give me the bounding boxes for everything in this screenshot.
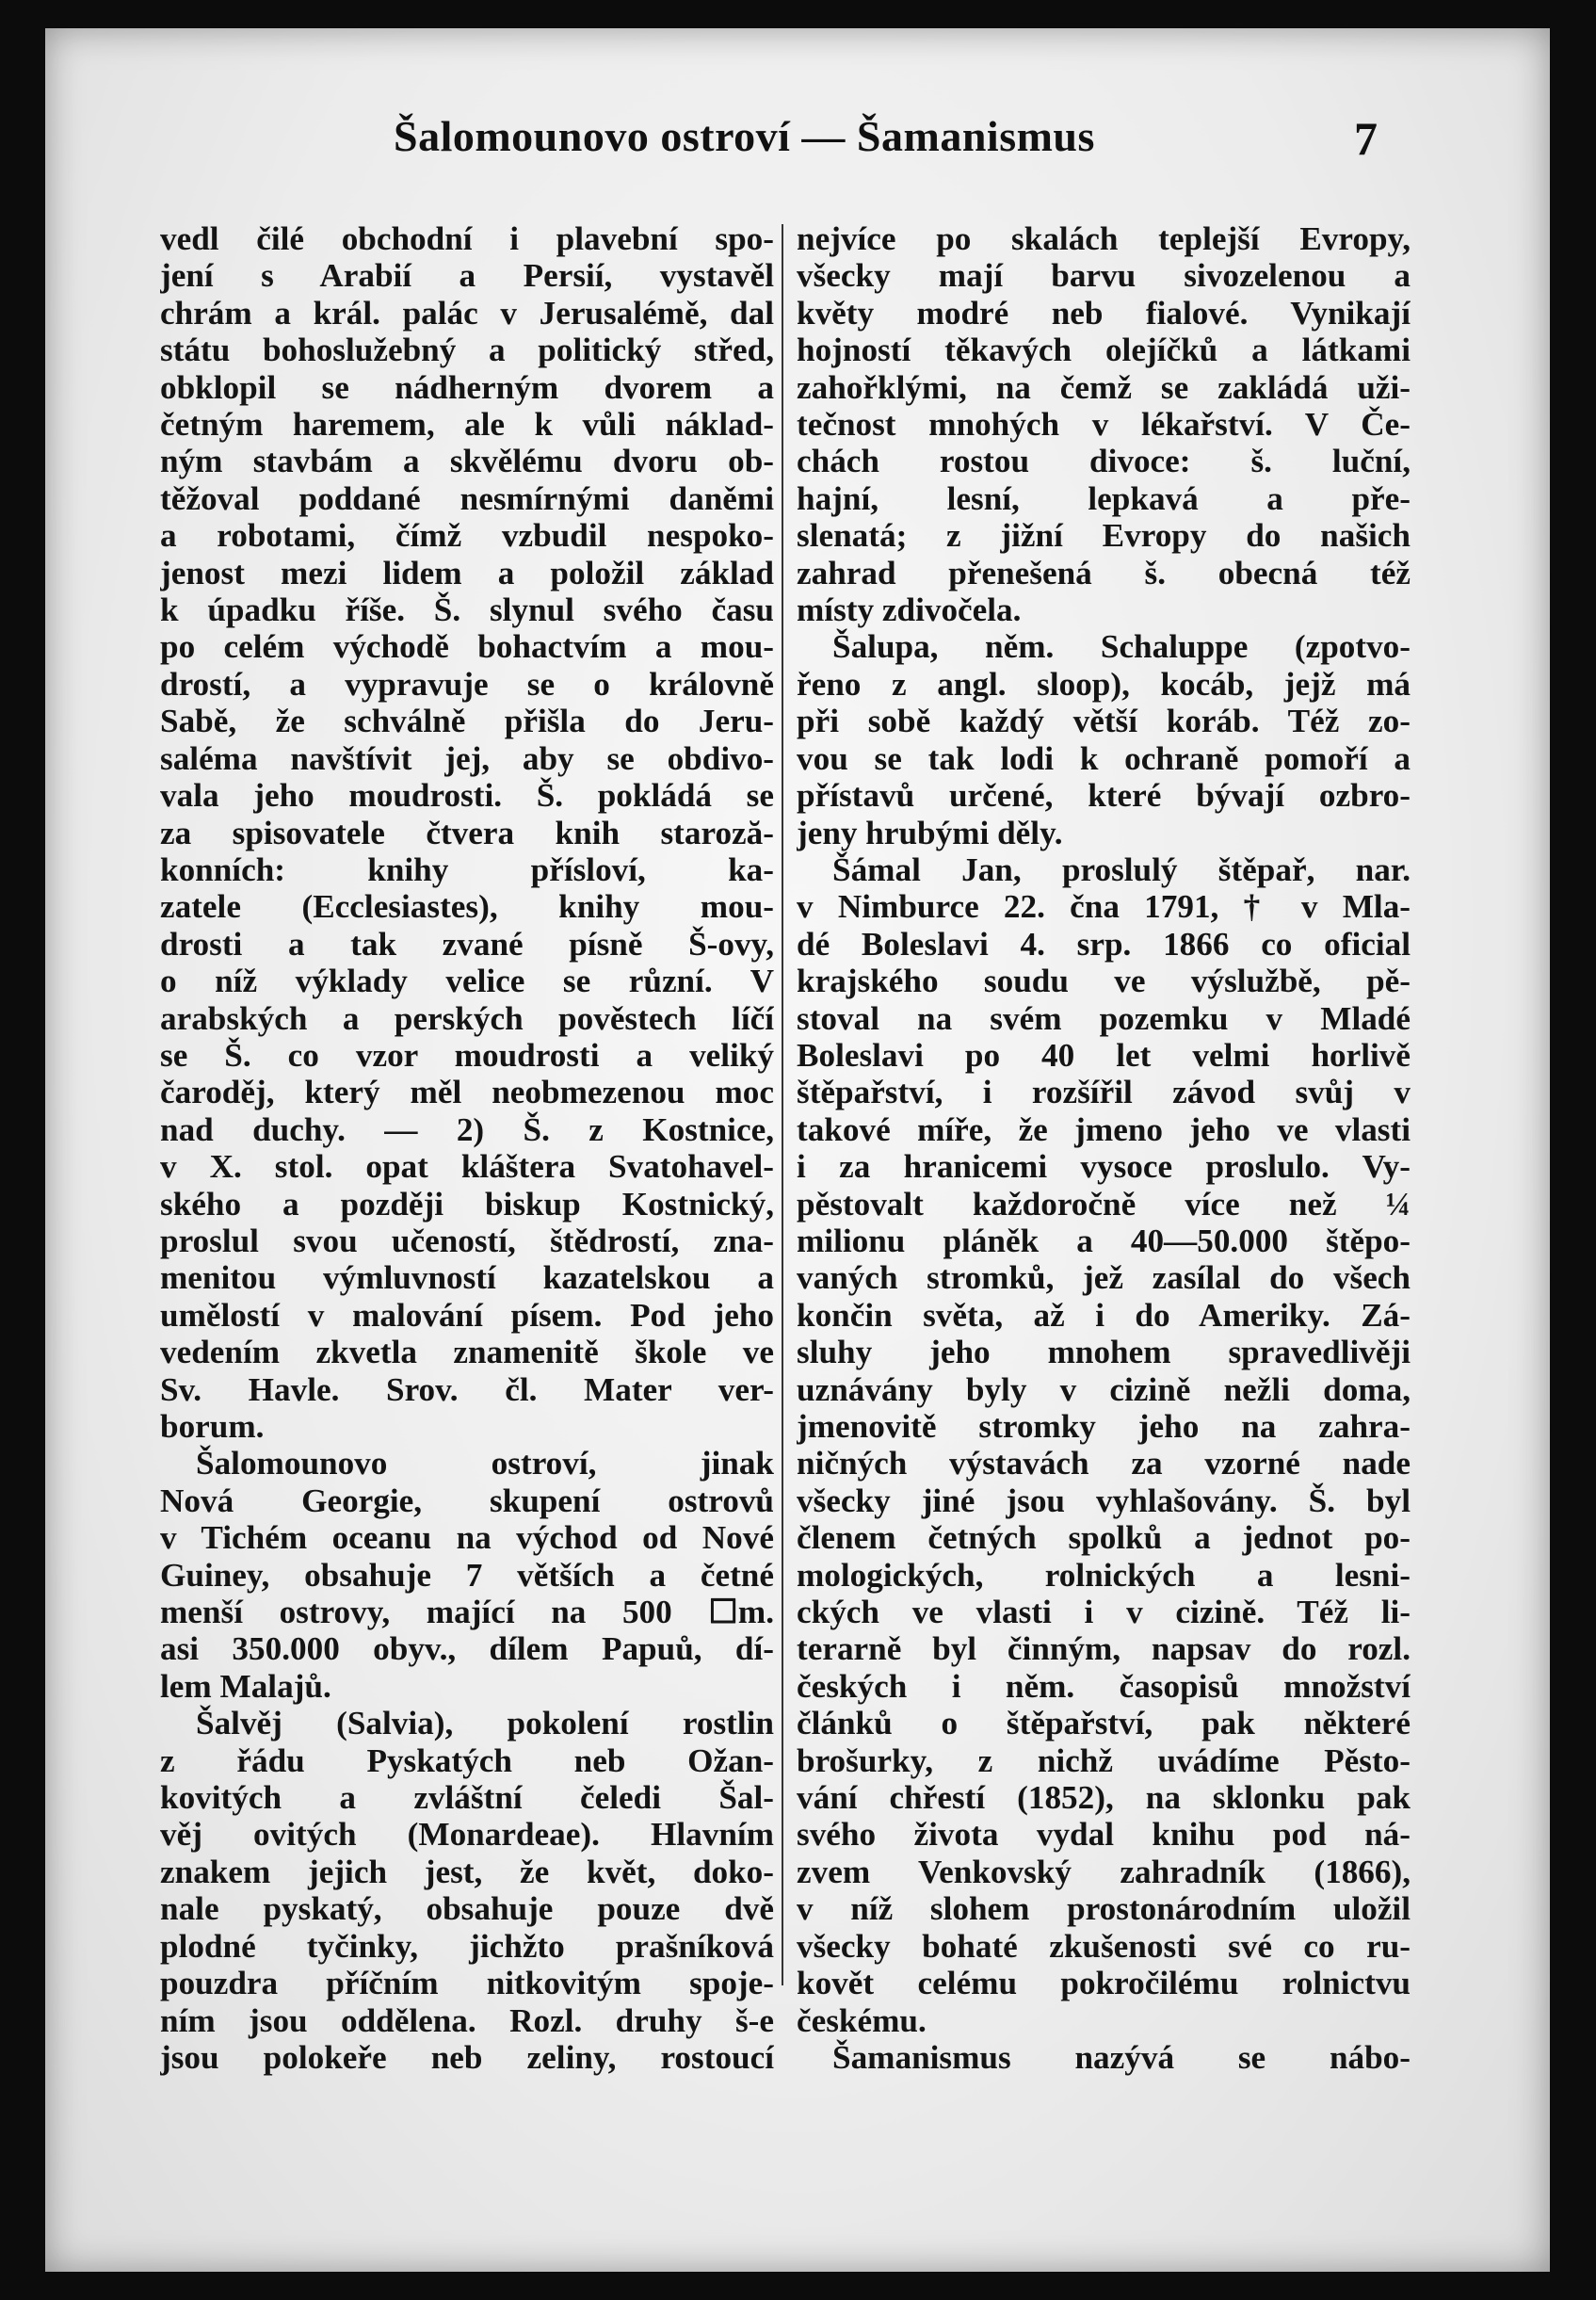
text-line: k úpadku říše. Š. slynul svého času bbox=[160, 591, 774, 629]
entry-heading-line: Šalvěj (Salvia), pokolení rostlin bbox=[196, 1705, 774, 1742]
text-line: menitou výmluvností kazatelskou a bbox=[160, 1259, 774, 1297]
text-line: jení s Arabií a Persií, vystavěl bbox=[160, 257, 774, 295]
entry-heading-line: Šamanismus nazývá se nábo- bbox=[832, 2038, 1411, 2076]
text-line: o níž výklady velice se různí. V bbox=[160, 963, 774, 1000]
text-line: ným stavbám a skvělému dvoru ob- bbox=[160, 443, 774, 480]
text-line: řeno z angl. sloop), kocáb, jejž má bbox=[797, 665, 1411, 703]
text-line: končin světa, až i do Ameriky. Zá- bbox=[797, 1296, 1411, 1334]
text-line: obklopil se nádherným dvorem a bbox=[160, 368, 774, 406]
text-line: zahrad přenešená š. obecná též bbox=[797, 554, 1411, 591]
text-line: četným haremem, ale k vůli náklad- bbox=[160, 406, 774, 444]
text-line: pěstovalt každoročně více než ¼ bbox=[797, 1185, 1411, 1223]
text-line: všecky mají barvu sivozelenou a bbox=[797, 257, 1411, 295]
text-line: drosti a tak zvané písně Š-ovy, bbox=[160, 925, 774, 963]
text-line: v níž slohem prostonárodním uložil bbox=[797, 1890, 1411, 1928]
text-line: slenatá; z jižní Evropy do našich bbox=[797, 517, 1411, 555]
text-line: z řádu Pyskatých neb Ožan- bbox=[160, 1741, 774, 1779]
text-line: členem četných spolků a jednot po- bbox=[797, 1519, 1411, 1557]
text-line: místy zdivočela. bbox=[797, 591, 1022, 629]
text-line: umělostí v malování písem. Pod jeho bbox=[160, 1296, 774, 1334]
text-line: proslul svou učeností, štědrostí, zna- bbox=[160, 1222, 774, 1259]
text-line: saléma navštívit jej, aby se obdivo- bbox=[160, 739, 774, 777]
text-line: drostí, a vypravuje se o královně bbox=[160, 665, 774, 703]
text-line: nejvíce po skalách teplejší Evropy, bbox=[797, 220, 1411, 257]
text-line: borum. bbox=[160, 1408, 265, 1445]
text-line: článků o štěpařství, pak některé bbox=[797, 1705, 1411, 1742]
text-line: po celém východě bohactvím a mou- bbox=[160, 628, 774, 666]
text-line: vala jeho moudrosti. Š. pokládá se bbox=[160, 777, 774, 815]
text-line: Boleslavi po 40 let velmi horlivě bbox=[797, 1036, 1411, 1074]
text-line: ním jsou oddělena. Rozl. druhy š-e bbox=[160, 2001, 774, 2039]
text-line: svého života vydal knihu pod ná- bbox=[797, 1816, 1411, 1854]
text-line: uznávány byly v cizině nežli doma, bbox=[797, 1370, 1411, 1408]
page-number: 7 bbox=[1354, 112, 1378, 165]
text-line: vání chřestí (1852), na sklonku pak bbox=[797, 1779, 1411, 1817]
book-page bbox=[45, 28, 1550, 2272]
text-line: všecky jiné jsou vyhlašovány. Š. byl bbox=[797, 1482, 1411, 1519]
text-line: vou se tak lodi k ochraně pomoří a bbox=[797, 739, 1411, 777]
text-line: nale pyskatý, obsahuje pouze dvě bbox=[160, 1890, 774, 1928]
text-line: českých i něm. časopisů množství bbox=[797, 1667, 1411, 1705]
text-line: pouzdra příčním nitkovitým spoje- bbox=[160, 1965, 774, 2002]
text-line: chrám a král. palác v Jerusalémě, dal bbox=[160, 294, 774, 332]
text-line: ničných výstavách za vzorné nade bbox=[797, 1445, 1411, 1482]
text-line: českému. bbox=[797, 2001, 927, 2039]
text-line: hajní, lesní, lepkavá a pře- bbox=[797, 479, 1411, 517]
text-line: vedením zkvetla znamenitě škole ve bbox=[160, 1334, 774, 1371]
text-line: a robotami, čímž vzbudil nespoko- bbox=[160, 517, 774, 555]
text-line: jenost mezi lidem a položil základ bbox=[160, 554, 774, 591]
text-line: jmenovitě stromky jeho na zahra- bbox=[797, 1408, 1411, 1445]
text-line: čaroděj, který měl neobmezenou moc bbox=[160, 1074, 774, 1111]
text-line: ckých ve vlasti i v cizině. Též li- bbox=[797, 1594, 1411, 1631]
text-line: kovět celému pokročilému rolnictvu bbox=[797, 1965, 1411, 2002]
text-line: stoval na svém pozemku v Mladé bbox=[797, 999, 1411, 1037]
text-line: vedl čilé obchodní i plavební spo- bbox=[160, 220, 774, 257]
text-line: chách rostou divoce: š. luční, bbox=[797, 443, 1411, 480]
text-line: při sobě každý větší koráb. Též zo- bbox=[797, 703, 1411, 740]
text-line: terarně byl činným, napsav do rozl. bbox=[797, 1630, 1411, 1668]
column-divider bbox=[782, 224, 783, 1985]
text-line: jsou polokeře neb zeliny, rostoucí bbox=[160, 2038, 774, 2076]
text-line: za spisovatele čtvera knih staroză- bbox=[160, 814, 774, 851]
entry-heading-line: Šalomounovo ostroví, jinak bbox=[196, 1445, 774, 1482]
text-line: Nová Georgie, skupení ostrovů bbox=[160, 1482, 774, 1519]
text-line: věj ovitých (Monardeae). Hlavním bbox=[160, 1816, 774, 1854]
text-line: konních: knihy přísloví, ka- bbox=[160, 850, 774, 888]
text-line: těžoval poddané nesmírnými daněmi bbox=[160, 479, 774, 517]
text-line: tečnost mnohých v lékařství. V Če- bbox=[797, 406, 1411, 444]
text-line: krajského soudu ve výslužbě, pě- bbox=[797, 963, 1411, 1000]
text-line: takové míře, že jmeno jeho ve vlasti bbox=[797, 1110, 1411, 1148]
text-line: Sv. Havle. Srov. čl. Mater ver- bbox=[160, 1370, 774, 1408]
text-line: Sabě, že schválně přišla do Jeru- bbox=[160, 703, 774, 740]
text-line: zvem Venkovský zahradník (1866), bbox=[797, 1853, 1411, 1890]
text-line: milionu pláněk a 40—50.000 štěpo- bbox=[797, 1222, 1411, 1259]
text-line: i za hranicemi vysoce proslulo. Vy- bbox=[797, 1148, 1411, 1186]
text-line: jeny hrubými děly. bbox=[797, 814, 1063, 851]
text-line: arabských a perských pověstech líčí bbox=[160, 999, 774, 1037]
left-column bbox=[160, 220, 774, 2076]
text-line: zatele (Ecclesiastes), knihy mou- bbox=[160, 888, 774, 926]
text-line: nad duchy. — 2) Š. z Kostnice, bbox=[160, 1110, 774, 1148]
text-line: štěpařství, i rozšířil závod svůj v bbox=[797, 1074, 1411, 1111]
text-line: zahořklými, na čemž se zakládá uži- bbox=[797, 368, 1411, 406]
entry-heading-line: Šalupa, něm. Schaluppe (zpotvo- bbox=[832, 628, 1411, 666]
text-line: znakem jejich jest, že květ, doko- bbox=[160, 1853, 774, 1890]
text-line: v Nimburce 22. čna 1791, † v Mla- bbox=[797, 888, 1411, 926]
text-line: v Tichém oceanu na východ od Nové bbox=[160, 1519, 774, 1557]
text-line: se Š. co vzor moudrosti a veliký bbox=[160, 1036, 774, 1074]
text-line: vaných stromků, jež zasílal do všech bbox=[797, 1259, 1411, 1297]
text-line: asi 350.000 obyv., dílem Papuů, dí- bbox=[160, 1630, 774, 1668]
text-line: ského a později biskup Kostnický, bbox=[160, 1185, 774, 1223]
text-line: hojností těkavých olejíčků a látkami bbox=[797, 332, 1411, 369]
text-line: všecky bohaté zkušenosti své co ru- bbox=[797, 1927, 1411, 1965]
text-line: lem Malajů. bbox=[160, 1667, 331, 1705]
text-line: státu bohoslužebný a politický střed, bbox=[160, 332, 774, 369]
text-line: plodné tyčinky, jichžto prašníková bbox=[160, 1927, 774, 1965]
page-header bbox=[45, 102, 1550, 168]
text-line: Guiney, obsahuje 7 větších a četné bbox=[160, 1556, 774, 1594]
text-line: brošurky, z nichž uvádíme Pěsto- bbox=[797, 1741, 1411, 1779]
entry-heading-line: Šámal Jan, proslulý štěpař, nar. bbox=[832, 850, 1411, 888]
running-title: Šalomounovo ostroví — Šamanismus bbox=[394, 112, 1095, 160]
text-line: přístavů určené, které bývají ozbro- bbox=[797, 777, 1411, 815]
text-line: dé Boleslavi 4. srp. 1866 co oficial bbox=[797, 925, 1411, 963]
text-line: v X. stol. opat kláštera Svatohavel- bbox=[160, 1148, 774, 1186]
text-line: kovitých a zvláštní čeledi Šal- bbox=[160, 1779, 774, 1817]
text-line: mologických, rolnických a lesni- bbox=[797, 1556, 1411, 1594]
text-line: menší ostrovy, mající na 500 ☐m. bbox=[160, 1594, 774, 1631]
text-line: květy modré neb fialové. Vynikají bbox=[797, 294, 1411, 332]
right-column bbox=[797, 220, 1411, 2076]
text-line: sluhy jeho mnohem spravedlivěji bbox=[797, 1334, 1411, 1371]
